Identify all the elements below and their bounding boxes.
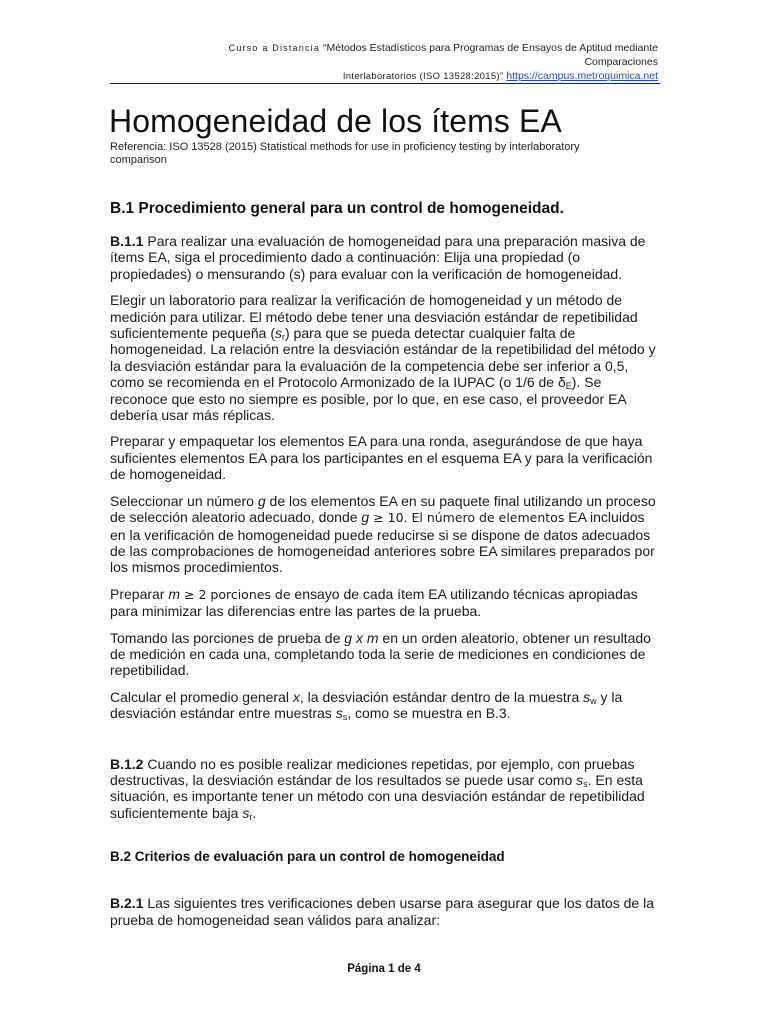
b12-text-b: . En esta situación, es importante tener un método con una desviación estándar de repetibilidad suficientemente baja (110, 771, 645, 821)
b11-text: Para realizar una evaluación de homogeneidad para una preparación masiva de ítems EA, siga el procedimiento dado a continuación: Elija una propiedad (o propiedades) o mensurando (s) para evaluar con la verificación de homogeneidad. (110, 233, 646, 282)
symbol-gxm: g x m (344, 629, 379, 646)
section-b1-heading: B.1 Procedimiento general para un control de homogeneidad. (110, 200, 564, 217)
spacer (110, 732, 658, 756)
symbol-x: x (292, 688, 300, 705)
spacer (110, 831, 658, 849)
symbol-ss-2: s (576, 771, 584, 788)
p4-text-c: ≥ 10. El número de elementos (369, 510, 565, 526)
paragraph-calculation (110, 689, 658, 722)
section-b2-heading: B.2 Criterios de evaluación para un control de homogeneidad (110, 849, 505, 865)
p7-text-a: Calcular el promedio general (110, 688, 293, 705)
header-divider (110, 83, 660, 84)
campus-link[interactable]: https://campus.metroquimica.net (506, 70, 658, 82)
page-number: Página 1 de 4 (347, 963, 421, 975)
symbol-g: g (257, 492, 266, 509)
page-header (160, 41, 658, 84)
course-title-line1: “Métodos Estadísticos para Programas de Ensayos de Aptitud mediante Comparaciones (320, 42, 658, 68)
symbol-sr: s (242, 804, 250, 821)
p7-text-d: , como se muestra en B.3. (347, 705, 511, 722)
paragraph-b12 (110, 756, 658, 822)
b21-label: B.2.1 (110, 895, 144, 912)
symbol-delta: δ (557, 374, 566, 391)
spacer (110, 865, 658, 895)
paragraph-b21 (110, 895, 658, 928)
p2-text-c: ). Se reconoce que esto no siempre es posible, por lo que, en ese caso, el proveedor EA debería usar más réplicas. (110, 374, 626, 424)
subscript-r: r (282, 332, 285, 343)
subscript-s-2: s (583, 778, 588, 789)
p5-text-c: ensayo de cada ítem EA utilizando técnicas apropiadas para minimizar las diferencias entre las partes de la prueba. (110, 585, 638, 620)
paragraph-lab-selection (110, 292, 658, 423)
subscript-e: E (565, 381, 572, 392)
paragraph-b11 (110, 233, 658, 282)
p2-text-b: ) para que se pueda detectar cualquier falta de homogeneidad. La relación entre la desviación estándar de la repetibilidad del método y la desviación estándar para la evaluación de la competencia debe ser inferior a 0,5, como se recomienda en el Protocolo Armonizado de la IUPAC (o 1/6 de (110, 325, 656, 391)
paragraph-packaging: Preparar y empaquetar los elementos EA para una ronda, asegurándose de que haya suficientes elementos EA para los participantes en el esquema EA y para la verificación de homogeneidad. (110, 433, 653, 483)
symbol-m: m (168, 585, 181, 602)
page-title: Homogeneidad de los ítems EA (109, 103, 562, 139)
p6-text-b: en un orden aleatorio, obtener un resultado de medición en cada una, completando toda la serie de mediciones en condiciones de repetibilidad. (110, 629, 651, 679)
course-title-line2: Interlaboratorios (ISO 13528:2015)” (342, 71, 504, 82)
paragraph-portions (110, 586, 658, 620)
p4-text-a: Seleccionar un número (110, 492, 258, 509)
subscript-w: w (590, 695, 597, 706)
p7-text-b: , la desviación estándar dentro de la muestra (299, 688, 584, 705)
symbol-s: s (275, 325, 282, 342)
b12-text-c: . (252, 804, 257, 821)
p5-text-a: Preparar (110, 585, 169, 602)
p4-text-b: de los elementos EA en su paquete final utilizando un proceso de selección aleatorio adecuado, donde (110, 492, 656, 526)
b12-text-a: Cuando no es posible realizar mediciones repetidas, por ejemplo, con pruebas destructivas, la desviación estándar de los resultados se puede usar como (110, 755, 635, 788)
document-body (110, 199, 658, 938)
b11-label: B.1.1 (110, 233, 144, 249)
p2-text-a: Elegir un laboratorio para realizar la verificación de homogeneidad y un método de medición para utilizar. El método debe tener una desviación estándar de repetibilidad suficientemente pequeña ( (110, 292, 638, 342)
subscript-r-2: r (249, 811, 253, 822)
symbol-sw: s (583, 688, 591, 705)
header-line-1 (160, 41, 658, 69)
reference-note: Referencia: ISO 13528 (2015) Statistical methods for use in proficiency testing by interlaboratory comparison (110, 141, 580, 166)
subscript-s: s (342, 712, 348, 723)
b21-text: Las siguientes tres verificaciones deben usarse para asegurar que los datos de la prueba de homogeneidad sean válidos para analizar: (110, 895, 654, 928)
course-prefix: Curso a Distancia (228, 43, 321, 53)
paragraph-selection (110, 493, 658, 576)
header-line-2 (160, 69, 658, 84)
p5-text-b: ≥ 2 porciones de (180, 586, 291, 602)
symbol-ss: s (335, 705, 343, 722)
p4-text-d: EA incluidos en la verificación de homogeneidad puede reducirse si se dispone de datos adecuados de las comprobaciones de homogeneidad anteriores sobre EA similares preparados por los mismos procedimientos. (110, 509, 655, 576)
paragraph-measurement (110, 630, 658, 679)
p7-text-c: y la desviación estándar entre muestras (110, 688, 623, 722)
b12-label: B.1.2 (110, 755, 144, 772)
p6-text-a: Tomando las porciones de prueba de (110, 629, 345, 646)
symbol-g-2: g (361, 509, 370, 526)
